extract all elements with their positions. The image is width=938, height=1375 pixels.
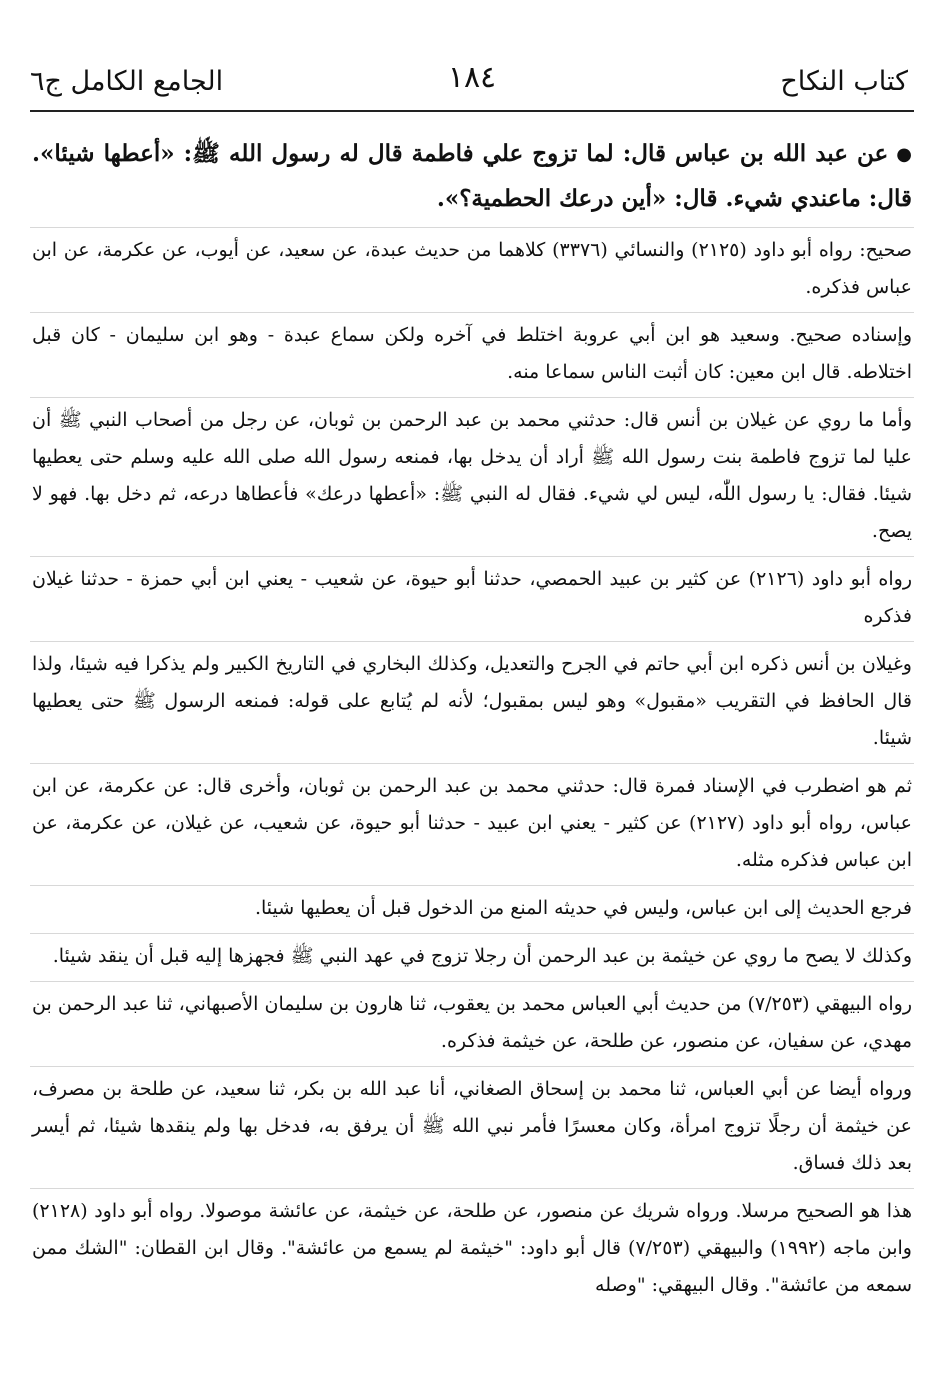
- paragraph: وغيلان بن أنس ذكره ابن أبي حاتم في الجرح والتعديل، وكذلك البخاري في التاريخ الكبير ولم يذكرا فيه شيئا، ولذا قال الحافظ في التقريب «مقبول» وهو ليس بمقبول؛ لأنه لم يُتابع على قوله: فمنعه الرسول ﷺ حتى يعطيها شيئا.: [30, 642, 914, 764]
- paragraph: وكذلك لا يصح ما روي عن خيثمة بن عبد الرحمن أن رجلا تزوج في عهد النبي ﷺ فجهزها إليه قبل أن ينقد شيئا.: [30, 934, 914, 982]
- paragraph: وإسناده صحيح. وسعيد هو ابن أبي عروبة اختلط في آخره ولكن سماع عبدة - وهو ابن سليمان - كان قبل اختلاطه. قال ابن معين: كان أثبت الناس سماعا منه.: [30, 313, 914, 398]
- page-header: [30, 52, 914, 122]
- paragraph: ثم هو اضطرب في الإسناد فمرة قال: حدثني محمد بن عبد الرحمن بن ثوبان، وأخرى قال: عن عكرمة، عن ابن عباس، رواه أبو داود (٢١٢٧) عن كثير - يعني ابن عبيد - حدثنا أبو حيوة، عن شعيب، عن غيلان، عن عكرمة، عن ابن عباس فذكره مثله.: [30, 764, 914, 886]
- hadith-text-content: عن عبد الله بن عباس قال: لما تزوج علي فاطمة قال له رسول الله ﷺ: «أعطها شيئا». قال: ماعندي شيء. قال: «أين درعك الحطمية؟».: [32, 140, 912, 212]
- header-divider: [30, 110, 914, 112]
- paragraph: هذا هو الصحيح مرسلا. ورواه شريك عن منصور، عن طلحة، عن خيثمة، عن عائشة موصولا. رواه أبو داود (٢١٢٨) وابن ماجه (١٩٩٢) والبيهقي (٧/٢٥٣) قال أبو داود: "خيثمة لم يسمع من عائشة". وقال ابن القطان: "الشك ممن سمعه من عائشة". وقال البيهقي: "وصله: [32, 1200, 912, 1296]
- paragraph: صحيح: رواه أبو داود (٢١٢٥) والنسائي (٣٣٧٦) كلاهما من حديث عبدة، عن سعيد، عن أيوب، عن عكرمة، عن ابن عباس فذكره.: [30, 228, 914, 313]
- page-body: [30, 128, 914, 1310]
- paragraph: رواه أبو داود (٢١٢٦) عن كثير بن عبيد الحمصي، حدثنا أبو حيوة، عن شعيب - يعني ابن أبي حمزة - حدثنا غيلان فذكره: [30, 557, 914, 642]
- hadith-text: [30, 128, 914, 228]
- paragraph: ورواه أيضا عن أبي العباس، ثنا محمد بن إسحاق الصغاني، أنا عبد الله بن بكر، ثنا سعيد، عن طلحة بن مصرف، عن خيثمة أن رجلًا تزوج امرأة، وكان معسرًا فأمر نبي الله ﷺ أن يرفق به، فدخل بها ولم ينقدها شيئا، ثم أيسر بعد ذلك فساق.: [30, 1067, 914, 1189]
- bullet-icon: ●: [896, 144, 912, 165]
- book-title: الجامع الكامل ج٦: [30, 66, 224, 97]
- page-number: ١٨٤: [447, 60, 497, 95]
- paragraph: رواه البيهقي (٧/٢٥٣) من حديث أبي العباس محمد بن يعقوب، ثنا هارون بن سليمان الأصبهاني، ثنا عبد الرحمن بن مهدي، عن سفيان، عن منصور، عن طلحة، عن خيثمة فذكره.: [30, 982, 914, 1067]
- paragraph: فرجع الحديث إلى ابن عباس، وليس في حديثه المنع من الدخول قبل أن يعطيها شيئا.: [30, 886, 914, 934]
- chapter-title: كتاب النكاح: [780, 66, 908, 97]
- paragraph: وأما ما روي عن غيلان بن أنس قال: حدثني محمد بن عبد الرحمن بن ثوبان، عن رجل من أصحاب النبي ﷺ أن عليا لما تزوج فاطمة بنت رسول الله ﷺ أراد أن يدخل بها، فمنعه رسول الله صلى الله عليه وسلم حتى يعطيها شيئا. فقال: يا رسول اللّٰه، ليس لي شيء. فقال له النبي ﷺ: «أعطها درعك» فأعطاها درعه، ثم دخل بها. فهو لا يصح.: [30, 398, 914, 557]
